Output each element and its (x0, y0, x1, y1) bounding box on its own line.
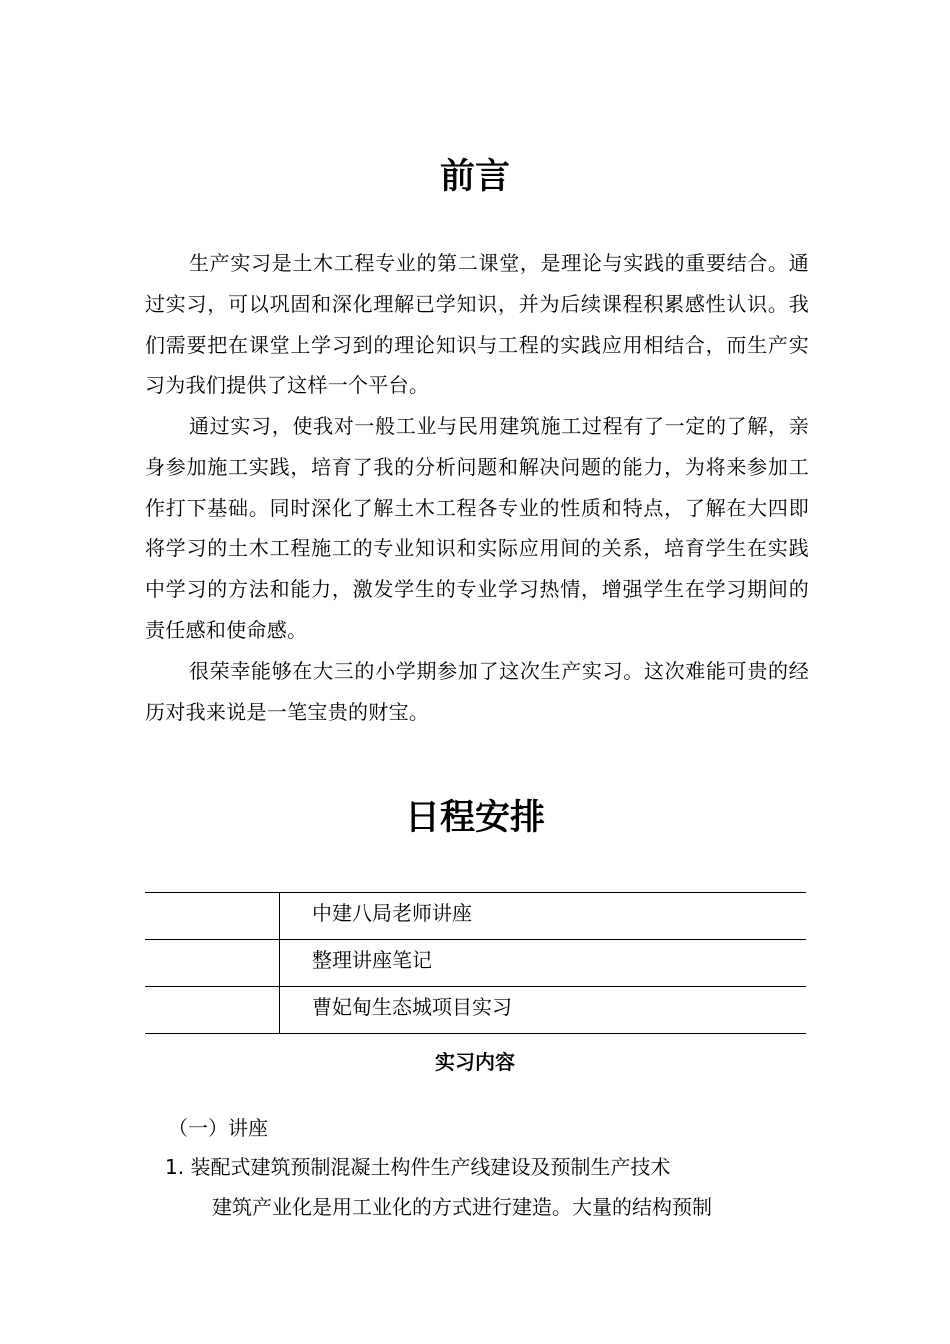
preface-paragraph-1: 生产实习是土木工程专业的第二课堂，是理论与实践的重要结合。通过实习，可以巩固和深化理解已学知识，并为后续课程积累感性认识。我们需要把在课堂上学习到的理论知识与工程的实践应用相结合，而生产实习为我们提供了这样一个平台。 (145, 251, 809, 398)
list-item-1-text: 建筑产业化是用工业化的方式进行建造。大量的结构预制 (212, 1195, 712, 1219)
schedule-date-cell (145, 987, 280, 1034)
table-row (145, 893, 806, 940)
schedule-activity-cell: 曹妃甸生态城项目实习 (280, 987, 807, 1034)
table-row (145, 987, 806, 1034)
schedule-title: 日程安排 (404, 798, 545, 838)
section-heading: （一）讲座 (168, 1116, 268, 1140)
schedule-date-cell (145, 893, 280, 940)
content-title: 实习内容 (435, 1050, 515, 1074)
preface-paragraph-3: 很荣幸能够在大三的小学期参加了这次生产实习。这次难能可贵的经历对我来说是一笔宝贵的财宝。 (145, 659, 809, 724)
table-row (145, 940, 806, 987)
schedule-activity-cell: 中建八局老师讲座 (280, 893, 807, 940)
preface-title: 前言 (439, 157, 510, 197)
schedule-table (145, 892, 806, 1034)
preface-paragraph-2: 通过实习，使我对一般工业与民用建筑施工过程有了一定的了解，亲身参加施工实践，培育了我的分析问题和解决问题的能力，为将来参加工作打下基础。同时深化了解土木工程各专业的性质和特点，了解在大四即将学习的土木工程施工的专业知识和实际应用间的关系，培育学生在实践中学习的方法和能力，激发学生的专业学习热情，增强学生在学习期间的责任感和使命感。 (145, 414, 809, 642)
schedule-activity-cell: 整理讲座笔记 (280, 940, 807, 987)
schedule-date-cell (145, 940, 280, 987)
list-item-1-heading: 1. 装配式建筑预制混凝土构件生产线建设及预制生产技术 (165, 1155, 671, 1179)
